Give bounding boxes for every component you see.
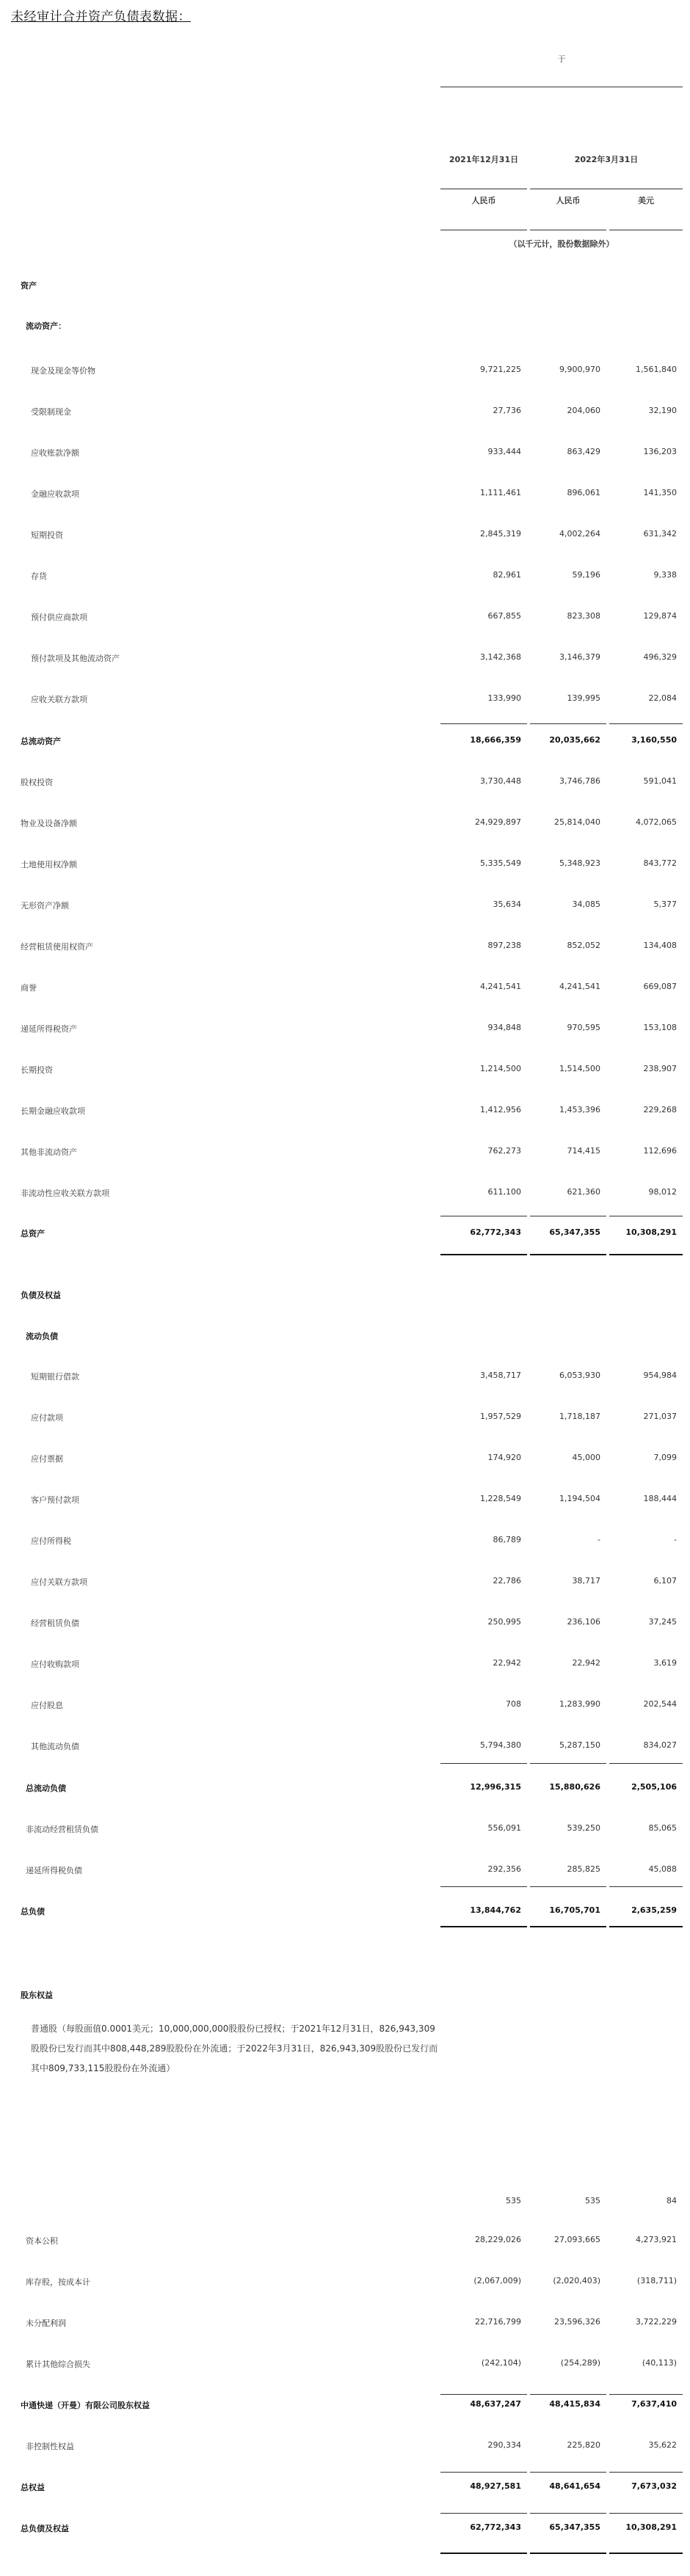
row-value-3: 1,561,840 xyxy=(636,365,677,374)
rule-total-equity-top-2 xyxy=(530,2472,606,2473)
row-value-1: 897,238 xyxy=(487,941,521,950)
row-value-2: 863,429 xyxy=(567,447,600,456)
row-value-3: 3,160,550 xyxy=(631,735,677,745)
row-value-2: 4,241,541 xyxy=(559,982,600,991)
row-label: 商誉 xyxy=(21,983,37,993)
row-value-2: 22,942 xyxy=(572,1658,600,1668)
rule-shareholders-equity-2 xyxy=(530,2394,606,2395)
row-label: 总流动负债 xyxy=(26,1784,66,1793)
rule-total-assets-bottom-3 xyxy=(609,1254,683,1255)
row-value-3: 141,350 xyxy=(643,488,677,497)
row-label: 股权投资 xyxy=(21,778,53,787)
row-value-1: (2,067,009) xyxy=(473,2276,521,2285)
row-value-3: 3,722,229 xyxy=(636,2317,677,2327)
rule-total-liab-top-3 xyxy=(609,1886,683,1887)
row-value-1: 1,412,956 xyxy=(480,1105,521,1114)
row-value-3: 2,635,259 xyxy=(631,1905,677,1915)
row-value-1: 290,334 xyxy=(487,2440,521,2450)
row-value-2: 15,880,626 xyxy=(549,1782,600,1792)
row-value-2: 5,348,923 xyxy=(559,858,600,868)
row-label: 预付供应商款项 xyxy=(31,613,87,622)
row-value-1: 292,356 xyxy=(487,1864,521,1874)
row-value-2: 823,308 xyxy=(567,611,600,621)
row-label: 总负债及权益 xyxy=(21,2524,69,2533)
row-value-2: 27,093,665 xyxy=(554,2235,600,2244)
row-value-3: 22,084 xyxy=(648,693,677,703)
row-label: 预付款项及其他流动资产 xyxy=(31,654,120,663)
row-value-1: 1,228,549 xyxy=(480,1494,521,1503)
row-value-1: 24,929,897 xyxy=(475,817,521,827)
row-value-2: 34,085 xyxy=(572,900,600,909)
row-label: 非流动经营租赁负债 xyxy=(26,1825,98,1834)
row-label: 应付票据 xyxy=(31,1454,63,1464)
row-value-1: 174,920 xyxy=(487,1453,521,1462)
row-value-1: (242,104) xyxy=(481,2358,521,2368)
row-label: 应付关联方款项 xyxy=(31,1577,87,1587)
section-liabilities-equity: 负债及权益 xyxy=(21,1291,61,1300)
row-value-1: 611,100 xyxy=(487,1187,521,1197)
row-value-3: 7,637,410 xyxy=(631,2399,677,2409)
rule-total-liab-top-1 xyxy=(440,1886,527,1887)
row-value-1: 2,845,319 xyxy=(480,529,521,539)
row-label: 其他流动负债 xyxy=(31,1742,79,1751)
row-value-2: 38,717 xyxy=(572,1576,600,1586)
row-value-2: (254,289) xyxy=(560,2358,600,2368)
rule-total-le-bottom-2 xyxy=(530,2553,606,2554)
row-value-3: 6,107 xyxy=(653,1576,677,1586)
row-value-3: 134,408 xyxy=(643,941,677,950)
rule-total-liab-bottom-2 xyxy=(530,1926,606,1927)
rule-subtotal-current-liab-1 xyxy=(440,1763,527,1764)
row-value-1: 934,848 xyxy=(487,1023,521,1032)
row-value-1: 62,772,343 xyxy=(470,2522,521,2532)
row-value-3: 954,984 xyxy=(643,1371,677,1380)
row-value-2: 25,814,040 xyxy=(554,817,600,827)
row-value-1: 48,637,247 xyxy=(470,2399,521,2409)
row-value-1: 48,927,581 xyxy=(470,2481,521,2491)
row-label: 应收账款净额 xyxy=(31,448,79,458)
rule-total-le-top-3 xyxy=(609,2513,683,2514)
row-value-1: 762,273 xyxy=(487,1146,521,1156)
row-value-3: 32,190 xyxy=(648,406,677,415)
row-value-3: 238,907 xyxy=(643,1064,677,1073)
row-label: 非控制性权益 xyxy=(26,2442,74,2451)
row-value-2: 48,415,834 xyxy=(549,2399,600,2409)
row-label: 总负债 xyxy=(21,1907,45,1916)
row-value-2: 6,053,930 xyxy=(559,1371,600,1380)
row-value-2: 539,250 xyxy=(567,1823,600,1833)
row-value-3: 129,874 xyxy=(643,611,677,621)
row-value-3: 10,308,291 xyxy=(625,1227,677,1237)
ordinary-shares-description: 普通股（每股面值0.0001美元；10,000,000,000股股份已授权；于2021年12月31日，826,943,309股股份已发行而其中808,448,289股股份在外流通；于2022年3月31日，826,943,309股股份已发行而其中809,733,115股股份在外流通） xyxy=(31,2024,438,2073)
row-value-1: 13,844,762 xyxy=(470,1905,521,1915)
row-value-1: 62,772,343 xyxy=(470,1227,521,1237)
row-value-2: 1,453,396 xyxy=(559,1105,600,1114)
rule-total-le-bottom-3 xyxy=(609,2553,683,2554)
row-value-2: 139,995 xyxy=(567,693,600,703)
row-value-1: 18,666,359 xyxy=(470,735,521,745)
row-label: 金融应收款项 xyxy=(31,489,79,499)
row-value-2: 896,061 xyxy=(567,488,600,497)
row-value-2: 48,641,654 xyxy=(549,2481,600,2491)
row-value-1: 22,786 xyxy=(493,1576,521,1586)
row-label: 非流动性应收关联方款项 xyxy=(21,1189,109,1198)
row-value-3: 2,505,106 xyxy=(631,1782,677,1792)
header-date-2022: 2022年3月31日 xyxy=(574,155,639,164)
row-value-3: 112,696 xyxy=(643,1146,677,1156)
row-value-1: 5,794,380 xyxy=(480,1740,521,1750)
row-value-2: 16,705,701 xyxy=(549,1905,600,1915)
row-value-3: 843,772 xyxy=(643,858,677,868)
row-value-3: (40,113) xyxy=(642,2358,677,2368)
row-value-2: 4,002,264 xyxy=(559,529,600,539)
row-value-1: 535 xyxy=(506,2196,521,2205)
row-value-3: 45,088 xyxy=(648,1864,677,1874)
row-value-2: 285,825 xyxy=(567,1864,600,1874)
row-value-2: 1,283,990 xyxy=(559,1699,600,1709)
row-value-3: 153,108 xyxy=(643,1023,677,1032)
header-currency-rmb-2: 人民币 xyxy=(556,196,581,205)
section-current-assets: 流动资产： xyxy=(26,321,66,331)
row-value-1: 12,996,315 xyxy=(470,1782,521,1792)
row-label: 受限制现金 xyxy=(31,407,71,417)
row-value-3: 7,673,032 xyxy=(631,2481,677,2491)
row-value-2: 621,360 xyxy=(567,1187,600,1197)
row-value-3: 188,444 xyxy=(643,1494,677,1503)
row-value-3: (318,711) xyxy=(636,2276,677,2285)
row-label: 经营租赁使用权资产 xyxy=(21,942,93,952)
rule-subtotal-current-assets-2 xyxy=(530,723,606,724)
row-label: 应付股息 xyxy=(31,1701,63,1710)
row-value-1: 3,458,717 xyxy=(480,1371,521,1380)
row-label: 应付所得税 xyxy=(31,1536,71,1546)
rule-total-liab-bottom-1 xyxy=(440,1926,527,1927)
row-label: 应付款项 xyxy=(31,1413,63,1423)
row-label: 总权益 xyxy=(21,2483,45,2492)
row-value-1: 9,721,225 xyxy=(480,365,521,374)
row-value-3: 37,245 xyxy=(648,1617,677,1627)
rule-total-assets-bottom-1 xyxy=(440,1254,527,1255)
row-value-3: 496,329 xyxy=(643,652,677,662)
row-value-1: 22,716,799 xyxy=(475,2317,521,2327)
row-value-1: 27,736 xyxy=(493,406,521,415)
row-value-1: 667,855 xyxy=(487,611,521,621)
row-value-3: 7,099 xyxy=(653,1453,677,1462)
row-value-2: 204,060 xyxy=(567,406,600,415)
row-label: 无形资产净额 xyxy=(21,901,69,911)
row-value-1: 250,995 xyxy=(487,1617,521,1627)
row-label: 现金及现金等价物 xyxy=(31,366,95,376)
row-value-2: 59,196 xyxy=(572,570,600,580)
row-value-1: 1,111,461 xyxy=(480,488,521,497)
rule-total-liab-bottom-3 xyxy=(609,1926,683,1927)
row-value-2: 45,000 xyxy=(572,1453,600,1462)
row-value-1: 933,444 xyxy=(487,447,521,456)
row-value-1: 82,961 xyxy=(493,570,521,580)
rule-total-assets-bottom-2 xyxy=(530,1254,606,1255)
row-label: 递延所得税资产 xyxy=(21,1024,77,1034)
row-value-2: 1,514,500 xyxy=(559,1064,600,1073)
rule-total-le-top-1 xyxy=(440,2513,527,2514)
row-value-1: 35,634 xyxy=(493,900,521,909)
rule-total-equity-top-1 xyxy=(440,2472,527,2473)
row-value-3: 136,203 xyxy=(643,447,677,456)
row-value-3: 35,622 xyxy=(648,2440,677,2450)
rule-subtotal-current-liab-2 xyxy=(530,1763,606,1764)
rule-total-le-top-2 xyxy=(530,2513,606,2514)
row-value-3: - xyxy=(674,1535,677,1544)
section-current-liabilities: 流动负债 xyxy=(26,1332,58,1341)
row-value-3: 3,619 xyxy=(653,1658,677,1668)
row-value-3: 202,544 xyxy=(643,1699,677,1709)
header-yu: 于 xyxy=(557,54,566,64)
page-title: 未经审计合并资产负债表数据： xyxy=(11,10,191,24)
row-value-3: 10,308,291 xyxy=(625,2522,677,2532)
row-value-1: 22,942 xyxy=(493,1658,521,1668)
rule-shareholders-equity-1 xyxy=(440,2394,527,2395)
row-label: 累计其他综合损失 xyxy=(26,2360,90,2369)
rule-total-liab-top-2 xyxy=(530,1886,606,1887)
row-value-3: 631,342 xyxy=(643,529,677,539)
section-assets: 资产 xyxy=(21,281,37,291)
row-label: 中通快递（开曼）有限公司股东权益 xyxy=(21,2401,150,2410)
row-value-2: 225,820 xyxy=(567,2440,600,2450)
row-value-2: 3,746,786 xyxy=(559,776,600,786)
row-value-1: 5,335,549 xyxy=(480,858,521,868)
row-value-3: 85,065 xyxy=(648,1823,677,1833)
row-label: 经营租赁负债 xyxy=(31,1619,79,1628)
row-value-3: 271,037 xyxy=(643,1412,677,1421)
row-label: 长期金融应收款项 xyxy=(21,1106,85,1116)
rule-subtotal-current-assets-1 xyxy=(440,723,527,724)
row-value-1: 4,241,541 xyxy=(480,982,521,991)
rule-subtotal-current-assets-3 xyxy=(609,723,683,724)
row-value-2: 236,106 xyxy=(567,1617,600,1627)
header-date-2021: 2021年12月31日 xyxy=(448,155,519,164)
row-value-1: 3,142,368 xyxy=(480,652,521,662)
row-value-1: 556,091 xyxy=(487,1823,521,1833)
row-label: 递延所得税负债 xyxy=(26,1866,82,1875)
rule-total-le-bottom-1 xyxy=(440,2553,527,2554)
rule-total-equity-top-3 xyxy=(609,2472,683,2473)
row-label: 短期银行借款 xyxy=(31,1372,79,1382)
row-label: 土地使用权净额 xyxy=(21,860,77,869)
row-value-3: 9,338 xyxy=(653,570,677,580)
row-value-1: 3,730,448 xyxy=(480,776,521,786)
row-value-3: 834,027 xyxy=(643,1740,677,1750)
header-unit-note: （以千元计，股份数据除外） xyxy=(509,239,614,249)
row-value-1: 708 xyxy=(506,1699,521,1709)
row-value-2: 65,347,355 xyxy=(549,2522,600,2532)
row-value-2: (2,020,403) xyxy=(553,2276,600,2285)
row-value-3: 5,377 xyxy=(653,900,677,909)
rule-shareholders-equity-3 xyxy=(609,2394,683,2395)
row-value-3: 4,273,921 xyxy=(636,2235,677,2244)
row-value-2: 5,287,150 xyxy=(559,1740,600,1750)
row-value-3: 591,041 xyxy=(643,776,677,786)
row-value-2: 852,052 xyxy=(567,941,600,950)
row-value-2: 535 xyxy=(585,2196,600,2205)
row-value-1: 133,990 xyxy=(487,693,521,703)
header-currency-usd: 美元 xyxy=(638,196,654,205)
row-value-2: 1,718,187 xyxy=(559,1412,600,1421)
row-label: 其他非流动资产 xyxy=(21,1147,77,1157)
row-value-2: 3,146,379 xyxy=(559,652,600,662)
rule-subtotal-current-liab-3 xyxy=(609,1763,683,1764)
row-value-2: 20,035,662 xyxy=(549,735,600,745)
section-equity: 股东权益 xyxy=(21,1991,53,2000)
row-value-3: 229,268 xyxy=(643,1105,677,1114)
row-label: 短期投资 xyxy=(31,530,63,540)
header-currency-rmb-1: 人民币 xyxy=(471,196,496,205)
row-label: 应收关联方款项 xyxy=(31,695,87,704)
row-label: 总资产 xyxy=(21,1229,45,1238)
row-label: 应付收购款项 xyxy=(31,1660,79,1669)
row-value-1: 1,214,500 xyxy=(480,1064,521,1073)
row-value-3: 4,072,065 xyxy=(636,817,677,827)
row-value-2: 9,900,970 xyxy=(559,365,600,374)
row-label: 长期投资 xyxy=(21,1065,53,1075)
row-label: 未分配利润 xyxy=(26,2318,66,2328)
row-label: 客户预付款项 xyxy=(31,1495,79,1505)
row-label: 物业及设备净额 xyxy=(21,819,77,828)
row-value-3: 84 xyxy=(667,2196,677,2205)
row-label: 总流动资产 xyxy=(21,737,61,746)
row-value-1: 28,229,026 xyxy=(475,2235,521,2244)
row-value-2: 23,596,326 xyxy=(554,2317,600,2327)
row-value-2: 714,415 xyxy=(567,1146,600,1156)
row-label: 存货 xyxy=(31,572,47,581)
row-value-2: - xyxy=(598,1535,600,1544)
row-value-1: 86,789 xyxy=(493,1535,521,1544)
row-value-2: 65,347,355 xyxy=(549,1227,600,1237)
row-value-3: 98,012 xyxy=(648,1187,677,1197)
row-value-1: 1,957,529 xyxy=(480,1412,521,1421)
row-value-3: 669,087 xyxy=(643,982,677,991)
row-label: 库存股，按成本计 xyxy=(26,2277,90,2287)
row-value-2: 970,595 xyxy=(567,1023,600,1032)
row-label: 资本公积 xyxy=(26,2236,58,2246)
row-value-2: 1,194,504 xyxy=(559,1494,600,1503)
